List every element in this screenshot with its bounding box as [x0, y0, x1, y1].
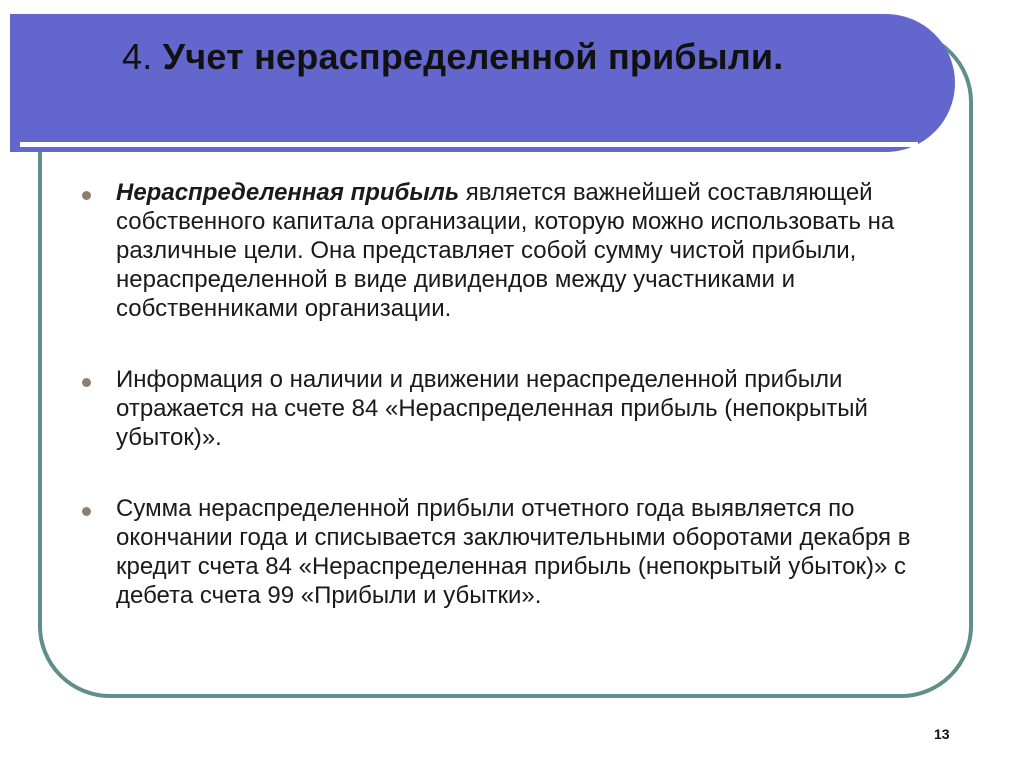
bullet-term: Нераспределенная прибыль — [116, 179, 460, 206]
bullet-dot-icon — [82, 191, 91, 200]
title-text: Учет нераспределенной прибыли. — [162, 36, 784, 77]
bullet-list — [78, 178, 958, 610]
bullet-text: Сумма нераспределенной прибыли отчетного года выявляется по окончании года и списывается заключительными оборотами декабря в кредит счета 84 «Нераспределенная прибыль (непокрытый убыток)» с дебета счета 99 «Прибыли и убытки». — [116, 495, 911, 609]
bullet-item — [78, 365, 958, 452]
bullet-dot-icon — [82, 507, 91, 516]
title-band — [10, 14, 955, 152]
title-underline — [20, 142, 918, 147]
bullet-item — [78, 494, 958, 610]
page-number: 13 — [934, 726, 950, 742]
title-number: 4. — [122, 36, 153, 77]
bullet-dot-icon — [82, 378, 91, 387]
bullet-text: Информация о наличии и движении нераспределенной прибыли отражается на счете 84 «Нераспределенная прибыль (непокрытый убыток)». — [116, 366, 868, 451]
bullet-item — [78, 178, 958, 323]
slide-title — [122, 36, 783, 78]
bullet-text: является важнейшей составляющей собственного капитала организации, которую можно использовать на различные цели. Она представляет собой сумму чистой прибыли, нераспределенной в виде дивидендов между участниками и собственниками организации. — [116, 179, 895, 322]
